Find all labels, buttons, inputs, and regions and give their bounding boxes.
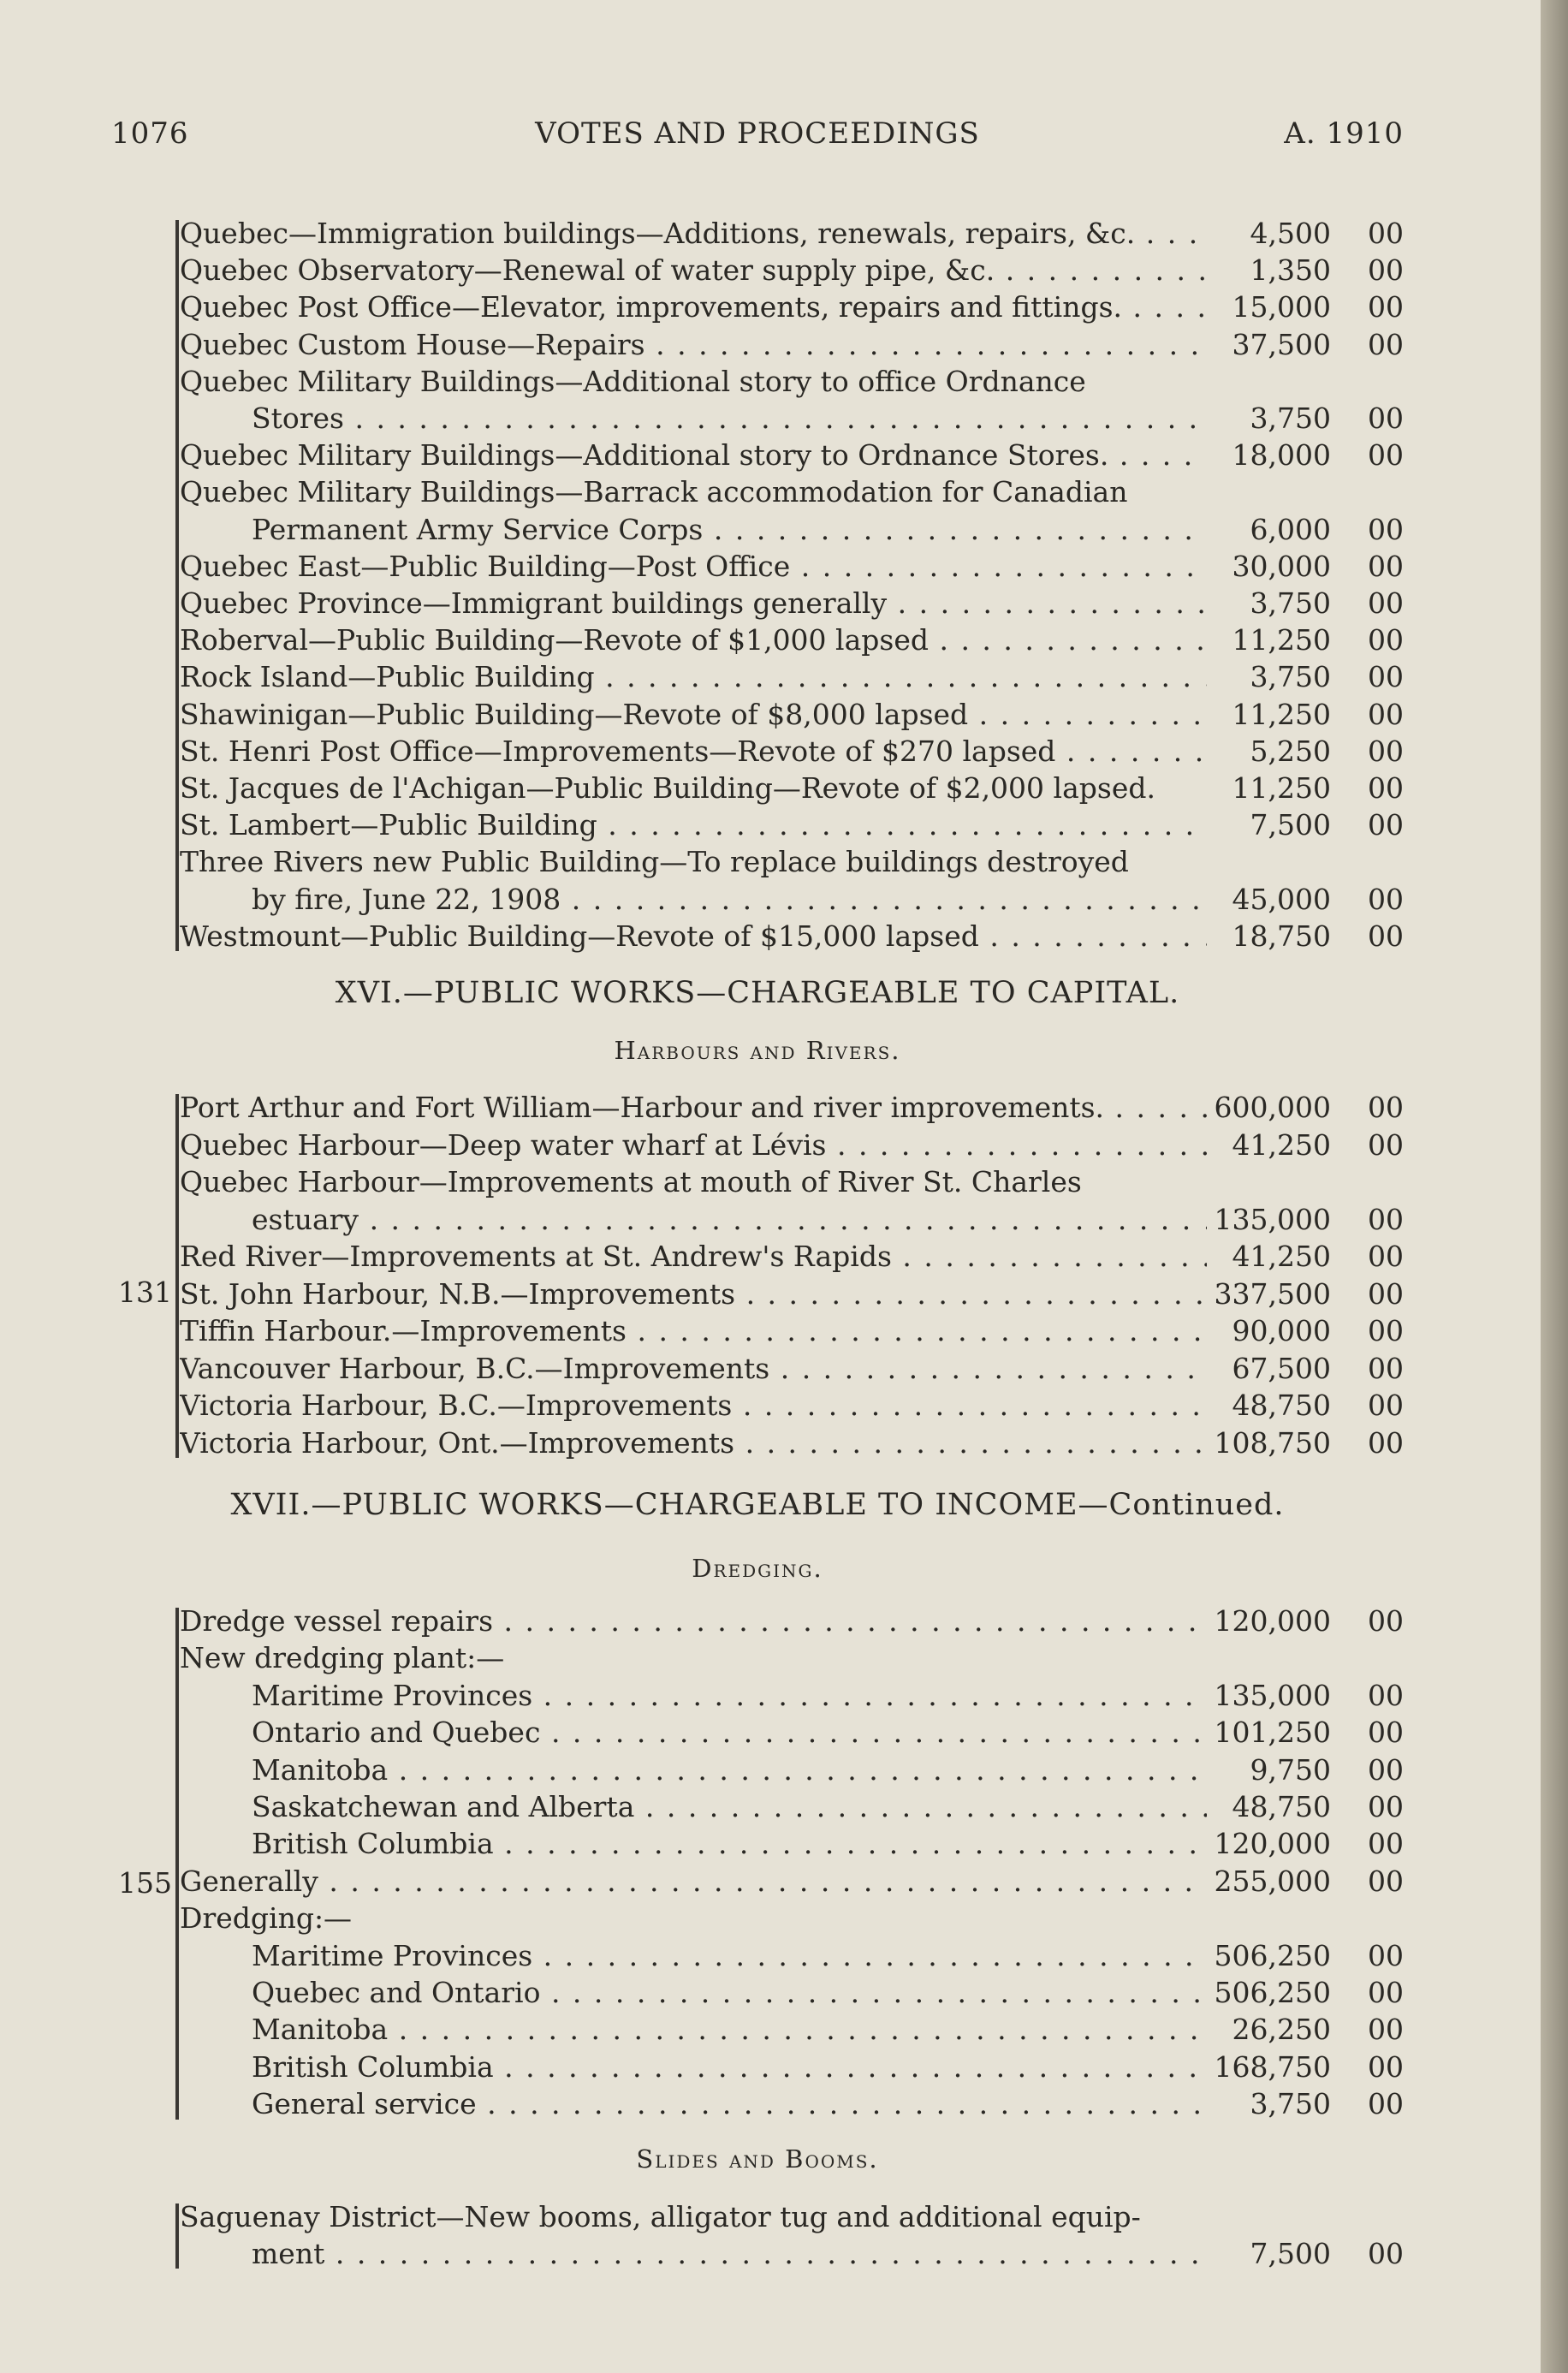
item-amount: 120,000	[1214, 1827, 1331, 1861]
estimate-row	[180, 658, 1404, 695]
item-cents: 00	[1368, 217, 1404, 250]
item-amount: 3,750	[1250, 586, 1331, 620]
item-cents: 00	[1368, 586, 1404, 620]
item-description: Permanent Army Service Corps . . .	[252, 511, 1207, 548]
item-amount: 11,250	[1232, 697, 1331, 731]
item-cents: 00	[1368, 660, 1404, 694]
item-description: British Columbia . . .	[252, 2049, 1207, 2085]
item-description: Maritime Provinces . . .	[252, 1937, 1207, 1974]
item-amount: 135,000	[1214, 1202, 1331, 1236]
item-description: Quebec Post Office—Elevator, improvements, repairs and fittings. . . .	[180, 288, 1207, 325]
estimate-row	[180, 1639, 1404, 1676]
item-cents: 00	[1368, 253, 1404, 288]
item-cents: 00	[1368, 1938, 1404, 1972]
section-title-xvii: XVII.—PUBLIC WORKS—CHARGEABLE TO INCOME—Continued.	[230, 1488, 1285, 1522]
item-cents: 00	[1368, 1240, 1404, 1273]
item-amount: 41,250	[1232, 1240, 1331, 1273]
item-description: Dredge vessel repairs . . .	[180, 1603, 1207, 1639]
subsection-title-slides: Slides and Booms.	[636, 2144, 879, 2174]
item-description: St. Lambert—Public Building . . .	[180, 806, 1207, 843]
item-cents: 00	[1368, 549, 1404, 583]
item-description: by fire, June 22, 1908 . . .	[252, 881, 1207, 918]
item-cents: 00	[1368, 1314, 1404, 1347]
item-description: Manitoba . . .	[252, 1752, 1207, 1788]
estimate-row	[180, 1825, 1404, 1862]
item-amount: 255,000	[1214, 1864, 1331, 1898]
item-amount: 37,500	[1232, 327, 1331, 361]
estimate-row	[180, 400, 1404, 437]
item-description: Shawinigan—Public Building—Revote of $8,000 lapsed . . .	[180, 696, 1207, 733]
estimate-row	[180, 1677, 1404, 1714]
bracket-line	[175, 220, 179, 951]
estimate-row	[180, 696, 1404, 733]
item-description: Quebec Observatory—Renewal of water supply pipe, &c. . . .	[180, 252, 1207, 288]
item-amount: 337,500	[1214, 1276, 1331, 1311]
vote-number-131: 131	[118, 1276, 172, 1309]
item-description: Dredging:—	[180, 1901, 353, 1936]
item-description: Saskatchewan and Alberta . . .	[252, 1788, 1207, 1825]
item-cents: 00	[1368, 1678, 1404, 1712]
item-description: Tiffin Harbour.—Improvements . . .	[180, 1312, 1207, 1349]
estimate-row	[180, 1127, 1404, 1163]
estimate-row	[180, 918, 1404, 955]
item-cents: 00	[1368, 1425, 1404, 1460]
item-cents: 00	[1368, 1202, 1404, 1236]
item-cents: 00	[1368, 1127, 1404, 1162]
estimate-row	[180, 585, 1404, 622]
item-description: Quebec Province—Immigrant buildings generally . . .	[180, 585, 1207, 622]
item-description: Quebec Military Buildings—Barrack accommodation for Canadian	[180, 475, 1128, 509]
item-description: Ontario and Quebec . . .	[252, 1714, 1207, 1751]
estimate-row	[180, 1752, 1404, 1788]
item-description: British Columbia . . .	[252, 1825, 1207, 1862]
estimate-row	[180, 2011, 1404, 2048]
item-cents: 00	[1368, 1091, 1404, 1124]
estimate-row	[180, 511, 1404, 548]
item-cents: 00	[1368, 1276, 1404, 1311]
item-amount: 11,250	[1232, 623, 1331, 657]
item-cents: 00	[1368, 438, 1404, 473]
estimate-row	[180, 215, 1404, 252]
item-amount: 7,500	[1250, 808, 1331, 842]
item-description: Victoria Harbour, Ont.—Improvements . . .	[180, 1424, 1207, 1461]
item-amount: 3,750	[1250, 2087, 1331, 2121]
item-description: Port Arthur and Fort William—Harbour and river improvements. . . .	[180, 1089, 1207, 1126]
item-amount: 18,750	[1232, 919, 1331, 953]
item-cents: 00	[1368, 2087, 1404, 2121]
estimate-row	[180, 1312, 1404, 1349]
item-amount: 1,350	[1250, 253, 1331, 288]
page-number: 1076	[111, 116, 189, 151]
item-description: Quebec Military Buildings—Additional story to office Ordnance	[180, 364, 1086, 398]
item-cents: 00	[1368, 1790, 1404, 1823]
estimate-row	[180, 548, 1404, 585]
estimate-row	[180, 363, 1404, 400]
item-description: Quebec Custom House—Repairs . . .	[180, 326, 1207, 363]
item-amount: 67,500	[1232, 1351, 1331, 1385]
item-amount: 48,750	[1232, 1389, 1331, 1422]
item-cents: 00	[1368, 1351, 1404, 1385]
item-amount: 3,750	[1250, 401, 1331, 435]
estimate-row	[180, 473, 1404, 510]
item-amount: 4,500	[1250, 217, 1331, 250]
item-amount: 18,000	[1232, 438, 1331, 473]
estimate-row	[180, 1201, 1404, 1238]
estimate-row	[180, 1937, 1404, 1974]
item-description: Roberval—Public Building—Revote of $1,000 lapsed . . .	[180, 622, 1207, 658]
estimate-row	[180, 881, 1404, 918]
estimate-row	[180, 288, 1404, 325]
estimate-row	[180, 252, 1404, 288]
bracket-line	[175, 2204, 179, 2269]
item-amount: 7,500	[1250, 2237, 1331, 2270]
item-cents: 00	[1368, 1864, 1404, 1898]
estimate-row	[180, 1863, 1404, 1900]
item-amount: 5,250	[1250, 734, 1331, 768]
item-cents: 00	[1368, 734, 1404, 768]
item-cents: 00	[1368, 401, 1404, 435]
estimate-row	[180, 806, 1404, 843]
item-cents: 00	[1368, 1827, 1404, 1861]
item-cents: 00	[1368, 1976, 1404, 2009]
estimate-row	[180, 1974, 1404, 2011]
item-description: Red River—Improvements at St. Andrew's Rapids . . .	[180, 1238, 1207, 1275]
item-cents: 00	[1368, 882, 1404, 916]
item-amount: 48,750	[1232, 1790, 1331, 1823]
session-year: A. 1910	[1284, 116, 1404, 151]
item-description: St. Henri Post Office—Improvements—Revote of $270 lapsed . . .	[180, 733, 1207, 770]
item-amount: 168,750	[1214, 2049, 1331, 2084]
estimate-row	[180, 1276, 1404, 1312]
item-cents: 00	[1368, 2237, 1404, 2270]
estimate-row	[180, 1603, 1404, 1639]
item-cents: 00	[1368, 771, 1404, 805]
item-cents: 00	[1368, 327, 1404, 361]
bracket-line	[175, 1608, 179, 2120]
estimate-row	[180, 1424, 1404, 1461]
item-amount: 3,750	[1250, 660, 1331, 694]
item-description: St. John Harbour, N.B.—Improvements . . .	[180, 1276, 1207, 1312]
item-amount: 108,750	[1214, 1425, 1331, 1460]
item-cents: 00	[1368, 623, 1404, 657]
item-amount: 6,000	[1250, 512, 1331, 546]
item-cents: 00	[1368, 2013, 1404, 2047]
estimate-row	[180, 1788, 1404, 1825]
item-description: St. Jacques de l'Achigan—Public Building—Revote of $2,000 lapsed.	[180, 771, 1155, 805]
item-amount: 15,000	[1232, 290, 1331, 324]
item-cents: 00	[1368, 1752, 1404, 1787]
item-cents: 00	[1368, 290, 1404, 324]
item-description: estuary . . .	[252, 1201, 1207, 1238]
estimate-row	[180, 1714, 1404, 1751]
estimate-row	[180, 843, 1404, 880]
item-amount: 90,000	[1232, 1314, 1331, 1347]
item-cents: 00	[1368, 919, 1404, 953]
item-description: Quebec Harbour—Deep water wharf at Lévis . . .	[180, 1127, 1207, 1163]
estimate-row	[180, 1350, 1404, 1387]
item-description: Vancouver Harbour, B.C.—Improvements . . .	[180, 1350, 1207, 1387]
page-edge	[1541, 0, 1568, 2373]
estimate-row	[180, 1387, 1404, 1424]
item-amount: 506,250	[1214, 1938, 1331, 1972]
subsection-title-dredging: Dredging.	[692, 1554, 823, 1583]
item-description: Generally . . .	[180, 1863, 1207, 1900]
item-amount: 11,250	[1232, 771, 1331, 805]
item-cents: 00	[1368, 697, 1404, 731]
item-description: New dredging plant:—	[180, 1641, 505, 1675]
item-description: Stores . . .	[252, 400, 1207, 437]
estimate-row	[180, 733, 1404, 770]
estimate-row	[180, 1900, 1404, 1936]
item-description: Saguenay District—New booms, alligator tug and additional equip-	[180, 2200, 1141, 2233]
item-description: Quebec East—Public Building—Post Office . . .	[180, 548, 1207, 585]
item-amount: 506,250	[1214, 1976, 1331, 2009]
item-amount: 9,750	[1250, 1752, 1331, 1787]
item-description: Three Rivers new Public Building—To replace buildings destroyed	[180, 845, 1129, 879]
bracket-line	[175, 1094, 179, 1458]
estimate-row	[180, 2235, 1404, 2272]
item-description: Quebec Military Buildings—Additional story to Ordnance Stores. . . .	[180, 437, 1207, 473]
estimate-row	[180, 1163, 1404, 1200]
item-cents: 00	[1368, 1716, 1404, 1750]
item-description: Quebec Harbour—Improvements at mouth of River St. Charles	[180, 1165, 1082, 1198]
item-amount: 101,250	[1214, 1716, 1331, 1750]
item-description: Westmount—Public Building—Revote of $15,000 lapsed . . .	[180, 918, 1207, 955]
section-title-xvi: XVI.—PUBLIC WORKS—CHARGEABLE TO CAPITAL.	[335, 976, 1180, 1010]
item-description: General service . . .	[252, 2085, 1207, 2122]
item-cents: 00	[1368, 2049, 1404, 2084]
item-description: Maritime Provinces . . .	[252, 1677, 1207, 1714]
item-cents: 00	[1368, 512, 1404, 546]
item-description: Rock Island—Public Building . . .	[180, 658, 1207, 695]
page-header	[111, 116, 1404, 159]
item-amount: 135,000	[1214, 1678, 1331, 1712]
estimate-row	[180, 326, 1404, 363]
running-title: VOTES AND PROCEEDINGS	[535, 116, 980, 151]
item-amount: 26,250	[1232, 2013, 1331, 2047]
estimate-row	[180, 2198, 1404, 2235]
item-amount: 30,000	[1232, 549, 1331, 583]
item-amount: 600,000	[1214, 1091, 1331, 1124]
estimate-row	[180, 437, 1404, 473]
item-amount: 120,000	[1214, 1604, 1331, 1638]
item-amount: 41,250	[1232, 1127, 1331, 1162]
item-description: Manitoba . . .	[252, 2011, 1207, 2048]
estimate-row	[180, 622, 1404, 658]
vote-number-155: 155	[118, 1866, 172, 1900]
item-description: Quebec and Ontario . . .	[252, 1974, 1207, 2011]
item-description: Victoria Harbour, B.C.—Improvements . . .	[180, 1387, 1207, 1424]
estimate-row	[180, 2085, 1404, 2122]
item-cents: 00	[1368, 1604, 1404, 1638]
item-cents: 00	[1368, 1389, 1404, 1422]
estimate-row	[180, 1238, 1404, 1275]
estimate-row	[180, 2049, 1404, 2085]
item-amount: 45,000	[1232, 882, 1331, 916]
estimate-row	[180, 770, 1404, 806]
subsection-title-harbours: Harbours and Rivers.	[614, 1036, 901, 1065]
estimate-row	[180, 1089, 1404, 1126]
item-description: Quebec—Immigration buildings—Additions, renewals, repairs, &c. . . .	[180, 215, 1207, 252]
item-cents: 00	[1368, 808, 1404, 842]
item-description: ment . . .	[252, 2235, 1207, 2272]
